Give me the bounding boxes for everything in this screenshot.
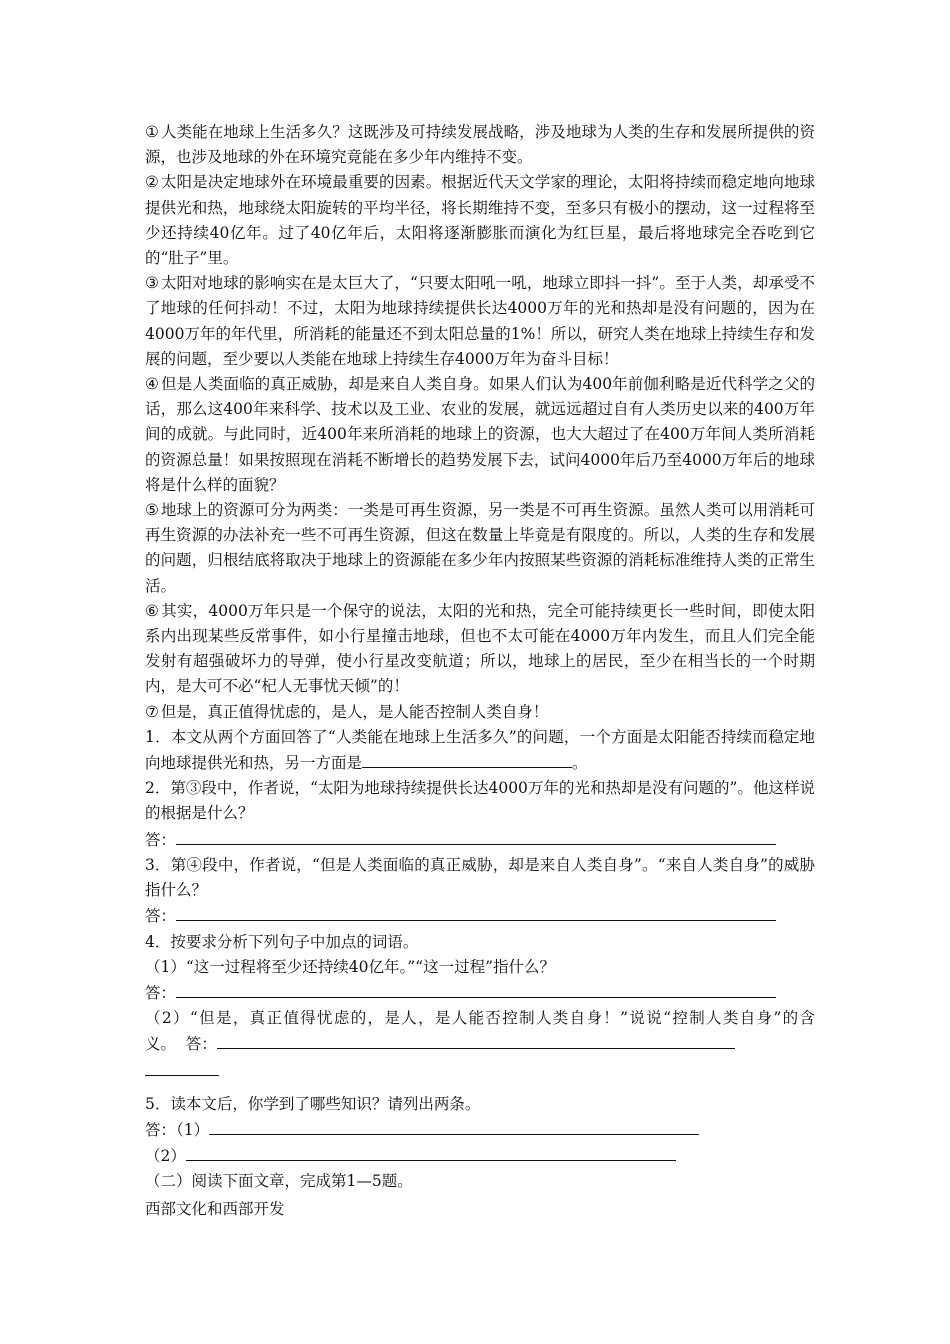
- paragraph-number: ③: [145, 274, 159, 293]
- question-1: [145, 725, 815, 776]
- paragraph-4: [145, 372, 815, 498]
- paragraph-text: 其实，4000万年只是一个保守的说法，太阳的光和热，完全可能持续更长一些时间，即使太阳系内出现某些反常事件，如小行星撞击地球，但也不太可能在4000万年内发生，而且人们完全能发射有超强破坏力的导弹，使小行星改变航道；所以，地球上的居民，至少在相当长的一个时期内，是大可不必“杞人无事忧天倾”的！: [145, 601, 815, 696]
- paragraph-number: ⑥: [145, 601, 159, 620]
- paragraph-number: ⑦: [145, 702, 159, 721]
- paragraph-number: ①: [145, 123, 159, 141]
- paragraph-6: [145, 599, 815, 700]
- question-2: [145, 776, 815, 826]
- question-4-sub-1-answer: [145, 980, 815, 1006]
- section-intro-text: （二）阅读下面文章，完成第1—5题。: [145, 1172, 413, 1191]
- sub-question-text: （1）“这一过程将至少还持续40亿年。”“这一过程”指什么？: [145, 957, 556, 976]
- answer-blank[interactable]: [145, 1058, 219, 1076]
- paragraph-3: [145, 271, 815, 372]
- question-4-sub-2: [145, 1006, 815, 1057]
- answer-item-label: （1）: [176, 1120, 210, 1139]
- paragraph-5: [145, 498, 815, 599]
- paragraph-1: [145, 120, 815, 170]
- section-title-text: 西部文化和西部开发: [145, 1199, 285, 1218]
- answer-blank[interactable]: [186, 1143, 676, 1161]
- paragraph-number: ②: [145, 173, 159, 192]
- document-page: [145, 120, 815, 1222]
- paragraph-text: 太阳是决定地球外在环境最重要的因素。根据近代天文学家的理论，太阳将持续而稳定地向地球提供光和热，地球绕太阳旋转的平均半径，将长期维持不变，至多只有极小的摆动，这一过程将至少还持续40亿年。过了40亿年后，太阳将逐渐膨胀而演化为红巨星，最后将地球完全吞吃到它的“肚子”里。: [145, 173, 815, 268]
- paragraph-number: ⑤: [145, 501, 159, 520]
- paragraph-text: 但是人类面临的真正威胁，却是来自人类自身。如果人们认为400年前伽利略是近代科学之父的话，那么这400年来科学、技术以及工业、农业的发展，就远远超过自有人类历史以来的400万年间的成就。与此同时，近400年来所消耗的地球上的资源，也大大超过了在400万年间人类所消耗的资源总量！如果按照现在消耗不断增长的趋势发展下去，试问4000年后乃至4000万年后的地球将是什么样的面貌？: [145, 375, 815, 494]
- question-text: 1．本文从两个方面回答了“人类能在地球上生活多久”的问题，一个方面是太阳能否持续而稳定地向地球提供光和热，另一方面是: [145, 727, 815, 773]
- question-end: 。: [572, 754, 588, 773]
- answer-label: 答：: [145, 907, 177, 926]
- paragraph-text: 地球上的资源可分为两类：一类是可再生资源，另一类是不可再生资源。虽然人类可以用消耗可再生资源的办法补充一些不可再生资源，但这在数量上毕竟是有限度的。所以，人类的生存和发展的问题，归根结底将取决于地球上的资源能在多少年内按照某些资源的消耗标准维持人类的正常生活。: [145, 501, 815, 595]
- question-text: 4．按要求分析下列句子中加点的词语。: [145, 932, 419, 951]
- question-3: [145, 853, 815, 903]
- answer-blank[interactable]: [217, 1031, 735, 1049]
- question-3-answer: [145, 903, 815, 929]
- answer-blank[interactable]: [362, 750, 572, 768]
- paragraph-text: 太阳对地球的影响实在是太巨大了，“只要太阳吼一吼，地球立即抖一抖”。至于人类，却承受不了地球的任何抖动！不过，太阳为地球持续提供长达4000万年的光和热却是没有问题的，因为在4000万年的年代里，所消耗的能量还不到太阳总量的1%！所以，研究人类在地球上持续生存和发展的问题，至少要以人类能在地球上持续生存4000万年为奋斗目标！: [145, 274, 815, 368]
- question-5: [145, 1092, 815, 1117]
- answer-label: 答：: [145, 1120, 177, 1139]
- section-intro: [145, 1169, 815, 1194]
- answer-label: 答：: [145, 830, 177, 849]
- section-title: [145, 1197, 815, 1222]
- paragraph-number: ④: [145, 375, 159, 394]
- question-text: 5．读本文后，你学到了哪些知识？请列出两条。: [145, 1094, 481, 1113]
- question-4: [145, 930, 815, 955]
- question-2-answer: [145, 827, 815, 853]
- answer-label: 答：: [185, 1035, 217, 1054]
- paragraph-text: 人类能在地球上生活多久？这既涉及可持续发展战略，涉及地球为人类的生存和发展所提供的资源，也涉及地球的外在环境究竟能在多少年内维持不变。: [145, 123, 815, 167]
- question-4-sub-2-answer-cont: [145, 1058, 815, 1084]
- answer-blank[interactable]: [176, 827, 776, 845]
- question-4-sub-1: [145, 955, 815, 980]
- paragraph-7: [145, 700, 815, 725]
- sub-question-text: （2）“但是，真正值得忧虑的，是人，是人能否控制人类自身！”说说“控制人类自身”的含义。: [145, 1009, 815, 1054]
- question-5-answer-1: [145, 1117, 815, 1143]
- answer-blank[interactable]: [209, 1117, 699, 1135]
- question-5-answer-2: [145, 1143, 815, 1169]
- answer-label: 答：: [145, 983, 177, 1002]
- answer-item-label: （2）: [145, 1147, 186, 1166]
- paragraph-text: 但是，真正值得忧虑的，是人，是人能否控制人类自身！: [160, 702, 549, 721]
- paragraph-2: [145, 170, 815, 271]
- question-text: 3．第④段中，作者说，“但是人类面临的真正威胁，却是来自人类自身”。“来自人类自身”的威胁指什么？: [145, 855, 815, 900]
- question-text: 2．第③段中，作者说，“太阳为地球持续提供长达4000万年的光和热却是没有问题的”。他这样说的根据是什么？: [145, 779, 815, 823]
- answer-blank[interactable]: [176, 903, 776, 921]
- answer-blank[interactable]: [176, 980, 776, 998]
